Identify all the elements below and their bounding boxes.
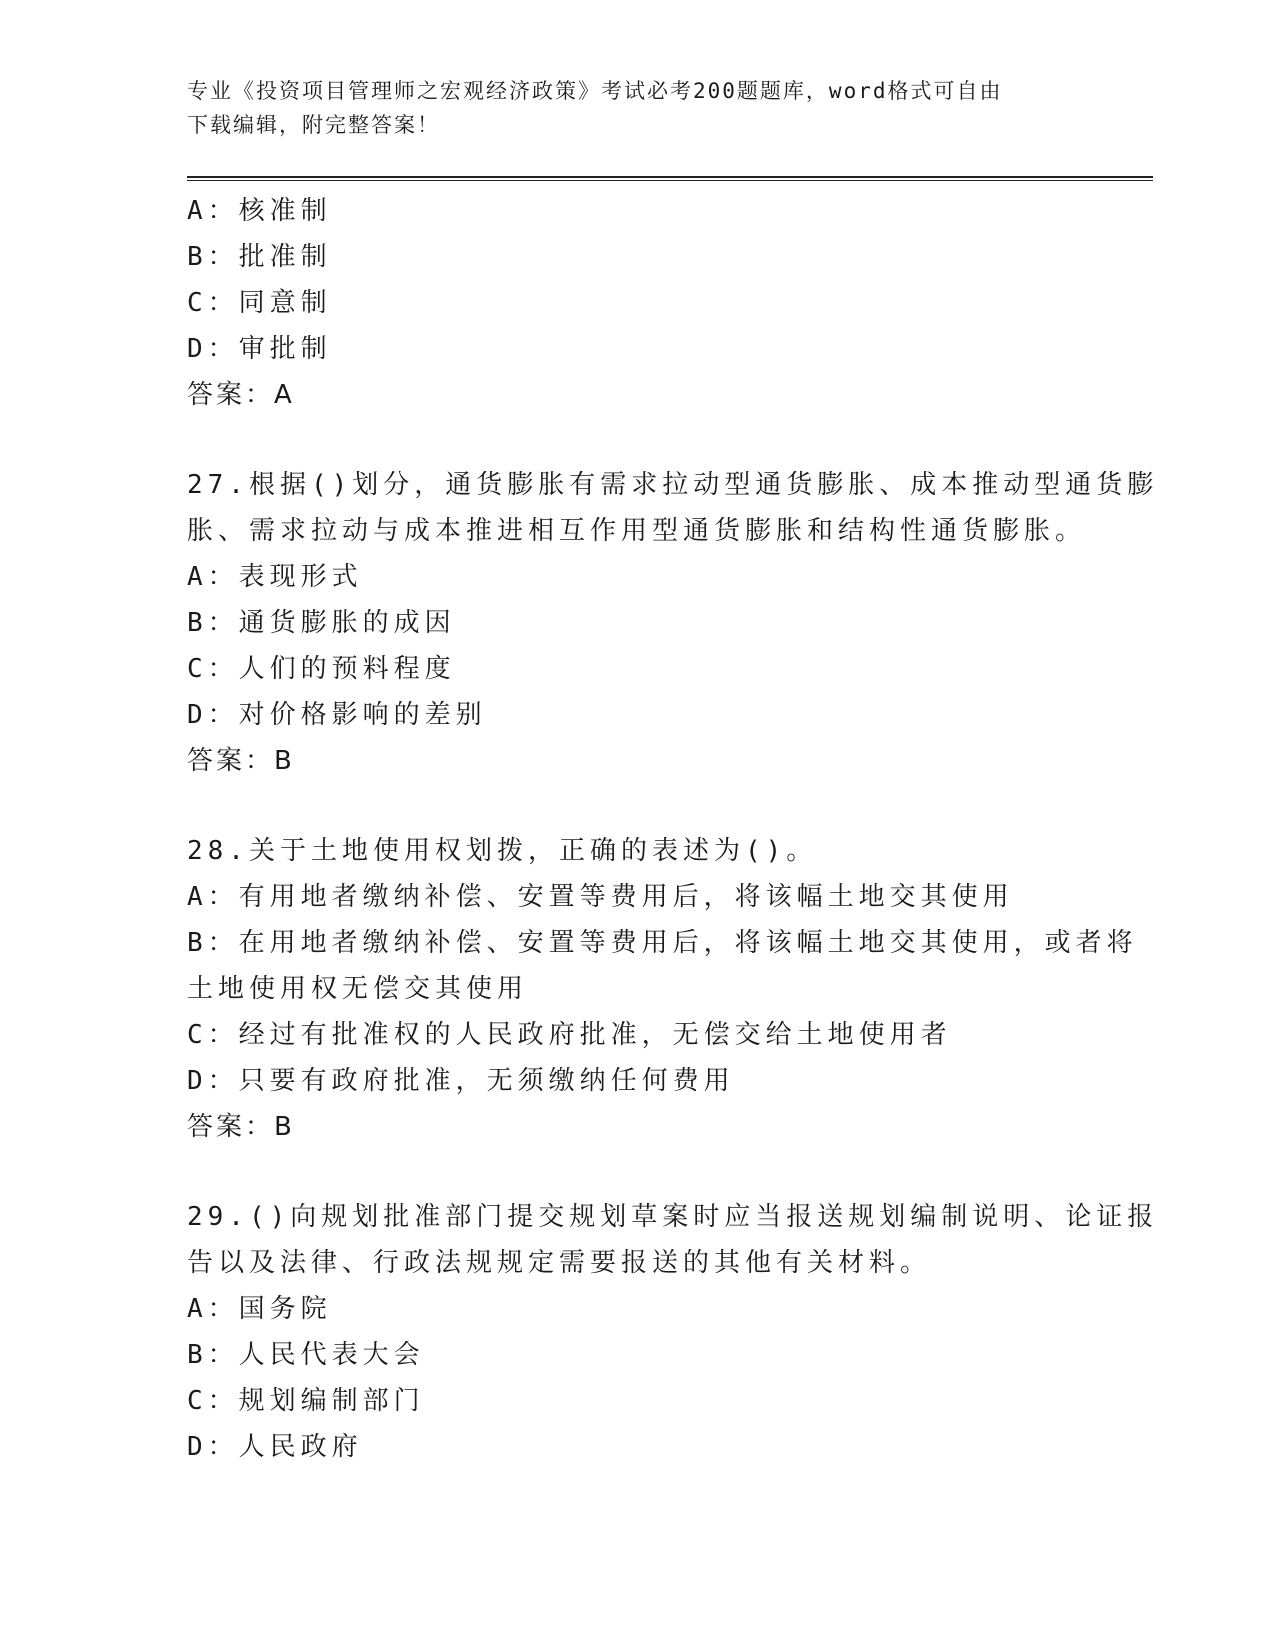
option-b: B：通货膨胀的成因 xyxy=(187,608,456,638)
option-c: C：经过有批准权的人民政府批准，无偿交给土地使用者 xyxy=(187,1020,952,1050)
option-b-line-2: 土地使用权无偿交其使用 xyxy=(187,974,529,1004)
question-block-29 xyxy=(187,1194,1159,1470)
answer-text: 答案：B xyxy=(187,1112,295,1142)
question-text-line-2: 胀、需求拉动与成本推进相互作用型通货膨胀和结构性通货膨胀。 xyxy=(187,516,1087,546)
answer-text: 答案：B xyxy=(187,746,295,776)
question-text-line-1: 27.根据()划分，通货膨胀有需求拉动型通货膨胀、成本推动型通货膨 xyxy=(187,470,1159,500)
option-a: A：国务院 xyxy=(187,1294,332,1324)
header-divider xyxy=(187,176,1153,181)
question-block-26 xyxy=(187,188,1087,418)
option-d: D：审批制 xyxy=(187,334,332,364)
question-content xyxy=(187,188,1159,1470)
answer-text: 答案：A xyxy=(187,380,295,410)
option-a: A：核准制 xyxy=(187,196,332,226)
option-d: D：人民政府 xyxy=(187,1432,363,1462)
option-c: C：规划编制部门 xyxy=(187,1386,425,1416)
question-text-line-2: 告以及法律、行政法规规定需要报送的其他有关材料。 xyxy=(187,1248,932,1278)
header-line-2: 下载编辑，附完整答案！ xyxy=(187,113,440,137)
question-block-27 xyxy=(187,462,1159,784)
option-d: D：对价格影响的差别 xyxy=(187,700,487,730)
question-text-line-1: 28.关于土地使用权划拨，正确的表述为()。 xyxy=(187,836,818,866)
option-a: A：有用地者缴纳补偿、安置等费用后，将该幅土地交其使用 xyxy=(187,882,1014,912)
option-a: A：表现形式 xyxy=(187,562,363,592)
question-text-line-1: 29.()向规划批准部门提交规划草案时应当报送规划编制说明、论证报 xyxy=(187,1202,1159,1232)
option-c: C：同意制 xyxy=(187,288,332,318)
question-block-28 xyxy=(187,828,1138,1150)
header-line-1: 专业《投资项目管理师之宏观经济政策》考试必考200题题库，word格式可自由 xyxy=(187,79,1003,103)
option-d: D：只要有政府批准，无须缴纳任何费用 xyxy=(187,1066,735,1096)
option-b: B：批准制 xyxy=(187,242,332,272)
option-c: C：人们的预料程度 xyxy=(187,654,456,684)
option-b-line-1: B：在用地者缴纳补偿、安置等费用后，将该幅土地交其使用，或者将 xyxy=(187,928,1138,958)
document-header xyxy=(187,74,1087,142)
option-b: B：人民代表大会 xyxy=(187,1340,425,1370)
